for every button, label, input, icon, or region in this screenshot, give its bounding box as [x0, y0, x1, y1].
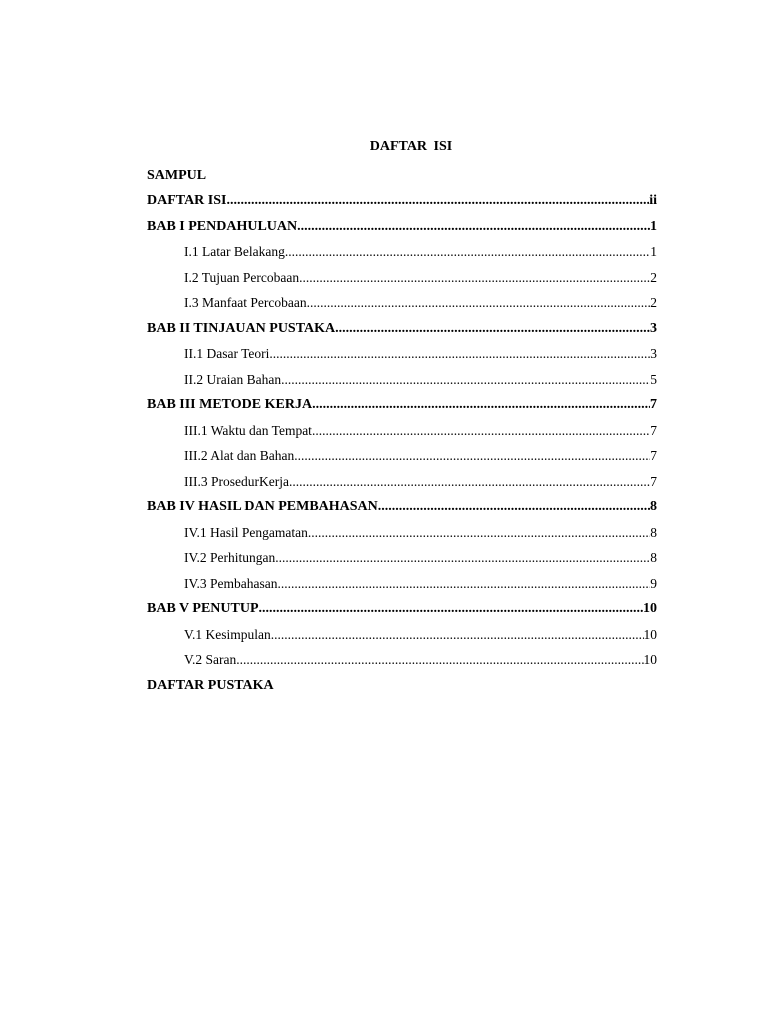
dot-leader [269, 345, 650, 363]
toc-entry-label: III.3 ProsedurKerja [184, 473, 289, 489]
toc-entry-label: I.2 Tujuan Percobaan [184, 269, 300, 285]
toc-entry-label: I.3 Manfaat Percobaan [184, 295, 307, 310]
toc-subsection-entry [147, 468, 657, 494]
toc-entry-label: III.1 Waktu dan Tempat [184, 422, 312, 438]
toc-title: DAFTAR ISI [369, 139, 453, 154]
toc-entry-label: BAB III METODE KERJA [147, 397, 313, 412]
toc-chapter-entry [147, 162, 657, 188]
toc-entry-page-number: 10 [643, 626, 657, 642]
toc-entry-label: BAB V PENUTUP [147, 601, 259, 616]
toc-entry-label: BAB II TINJAUAN PUSTAKA [147, 320, 336, 336]
toc-chapter-entry [147, 392, 657, 418]
toc-chapter-entry [147, 188, 657, 214]
toc-entry-label: SAMPUL [147, 167, 207, 183]
dot-leader [297, 218, 650, 236]
toc-entry-page-number: 1 [650, 244, 657, 259]
toc-entry-label: IV.3 Pembahasan [184, 575, 278, 591]
dot-leader [271, 626, 644, 644]
dot-leader [226, 192, 649, 210]
toc-entry-page-number: 10 [643, 652, 657, 667]
dot-leader [278, 575, 651, 593]
toc-subsection-entry [147, 443, 657, 469]
dot-leader [259, 600, 643, 618]
toc-chapter-entry [147, 494, 657, 520]
toc-entry-label: II.1 Dasar Teori [184, 346, 270, 361]
toc-subsection-entry [147, 366, 657, 392]
toc-entry-label: DAFTAR PUSTAKA [147, 677, 274, 693]
dot-leader [335, 320, 650, 338]
toc-entry-page-number: 1 [650, 218, 657, 234]
toc-chapter-entry [147, 596, 657, 622]
toc-entry-page-number: 3 [650, 346, 657, 361]
toc-chapter-entry [147, 672, 657, 698]
dot-leader [312, 396, 650, 414]
toc-subsection-entry [147, 290, 657, 316]
toc-subsection-entry [147, 621, 657, 647]
toc-entry-label: BAB IV HASIL DAN PEMBAHASAN [147, 499, 378, 514]
toc-entry-page-number: 7 [650, 448, 657, 463]
table-of-contents [147, 162, 657, 698]
toc-entry-label: V.2 Saran [184, 652, 237, 667]
toc-chapter-entry [147, 315, 657, 341]
toc-entry-label: II.2 Uraian Bahan [184, 371, 282, 387]
toc-entry-label: IV.2 Perhitungan [184, 550, 276, 565]
dot-leader [294, 447, 650, 465]
toc-entry-page-number: 10 [643, 601, 657, 616]
dot-leader [378, 498, 650, 516]
toc-subsection-entry [147, 570, 657, 596]
dot-leader [281, 371, 650, 389]
toc-entry-page-number: 9 [650, 575, 657, 591]
dot-leader [289, 473, 650, 491]
toc-subsection-entry [147, 417, 657, 443]
dot-leader [308, 524, 650, 542]
dot-leader [236, 651, 643, 669]
toc-entry-label: III.2 Alat dan Bahan [184, 448, 295, 463]
dot-leader [275, 549, 650, 567]
toc-entry-label: DAFTAR ISI [147, 193, 227, 208]
toc-chapter-entry [147, 213, 657, 239]
toc-entry-label: BAB I PENDAHULUAN [147, 218, 298, 234]
dot-leader [299, 269, 650, 287]
toc-subsection-entry [147, 519, 657, 545]
toc-entry-page-number: ii [649, 193, 657, 208]
toc-entry-page-number: 2 [650, 295, 657, 310]
toc-subsection-entry [147, 341, 657, 367]
dot-leader [285, 243, 650, 261]
toc-entry-page-number: 8 [650, 499, 657, 514]
toc-entry-label: IV.1 Hasil Pengamatan [184, 524, 308, 540]
toc-entry-page-number: 7 [650, 473, 657, 489]
toc-entry-label: V.1 Kesimpulan [184, 626, 271, 642]
toc-entry-page-number: 8 [650, 550, 657, 565]
toc-subsection-entry [147, 647, 657, 673]
toc-entry-page-number: 7 [650, 422, 657, 438]
toc-subsection-entry [147, 264, 657, 290]
toc-entry-page-number: 7 [650, 397, 657, 412]
toc-subsection-entry [147, 545, 657, 571]
toc-entry-page-number: 8 [650, 524, 657, 540]
toc-entry-page-number: 5 [650, 371, 657, 387]
toc-subsection-entry [147, 239, 657, 265]
toc-entry-label: I.1 Latar Belakang [184, 244, 285, 259]
dot-leader [307, 294, 651, 312]
dot-leader [312, 422, 650, 440]
toc-entry-page-number: 3 [650, 320, 657, 336]
toc-entry-page-number: 2 [650, 269, 657, 285]
